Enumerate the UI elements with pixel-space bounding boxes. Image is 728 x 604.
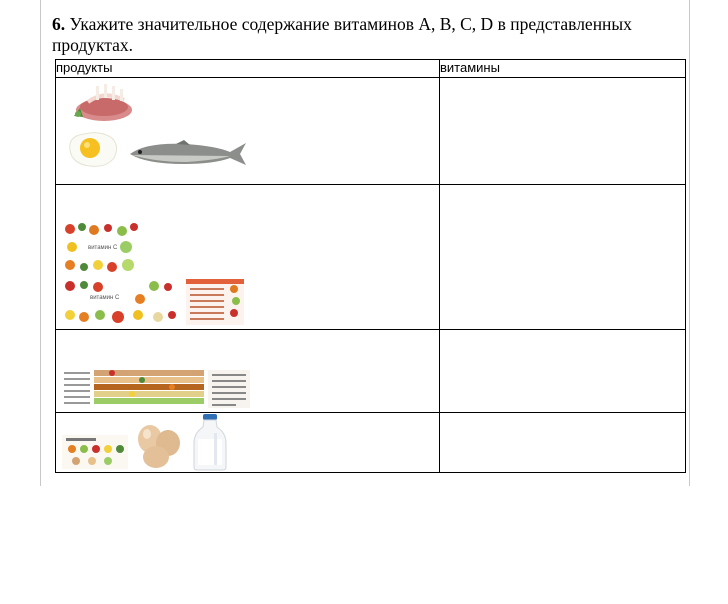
- header-vitamins: витамины: [440, 60, 686, 78]
- vitamins-cell: [440, 413, 686, 473]
- fish-image: [126, 140, 250, 168]
- table-header-row: [56, 60, 686, 78]
- table-row: [56, 330, 686, 413]
- vitamin-c-chart-image: [62, 279, 182, 325]
- task-text: Укажите значительное содержание витаминов А, В, С, D в представленных продуктах.: [52, 14, 632, 55]
- products-vitamins-table: [55, 59, 686, 473]
- table-row: [56, 413, 686, 473]
- products-cell: [56, 413, 440, 473]
- page-border-right: [689, 0, 690, 486]
- header-products: продукты: [56, 60, 440, 78]
- vitamin-c-label: витамин С: [88, 245, 118, 251]
- eggs-image: [134, 425, 184, 469]
- task-number: 6.: [52, 14, 66, 34]
- vitamin-c-chart-image: [62, 221, 144, 277]
- page-border-left: [40, 0, 41, 486]
- products-cell: [56, 185, 440, 330]
- meat-image: [68, 82, 138, 124]
- vitamins-cell: [440, 185, 686, 330]
- milk-bottle-image: [190, 413, 230, 471]
- vitamin-infographic-image: [62, 435, 128, 469]
- vitamins-cell: [440, 78, 686, 185]
- products-cell: [56, 330, 440, 413]
- products-cell: [56, 78, 440, 185]
- vitamin-c-label: витамин С: [90, 295, 120, 301]
- vitamin-c-table-image: [186, 279, 244, 325]
- vitamin-food-chart-image: [62, 368, 252, 410]
- fried-egg-image: [66, 130, 120, 170]
- vitamins-cell: [440, 330, 686, 413]
- table-row: [56, 185, 686, 330]
- task-heading: [52, 14, 692, 56]
- table-row: [56, 78, 686, 185]
